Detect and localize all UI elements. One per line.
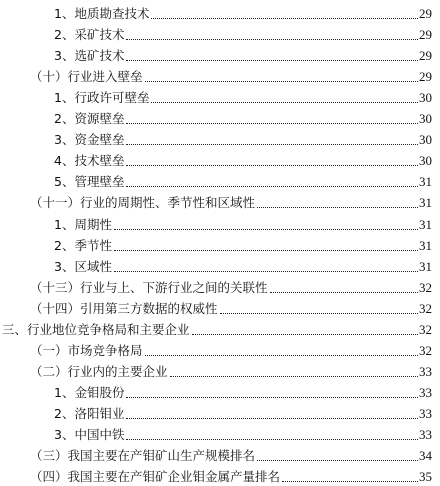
toc-page-number: 30	[419, 90, 432, 106]
toc-page-number: 29	[419, 27, 432, 43]
toc-page-number: 33	[419, 384, 432, 400]
toc-page-number: 32	[419, 300, 432, 316]
toc-entry-title: 5、管理壁垒	[54, 174, 125, 190]
dot-leader	[126, 186, 418, 187]
toc-page-number: 34	[419, 448, 432, 464]
dot-leader	[170, 376, 418, 377]
toc-entry-title: 3、选矿技术	[54, 48, 125, 64]
toc-entry-title: （四）我国主要在产钼矿企业钼金属产量排名	[30, 469, 281, 485]
dot-leader	[220, 313, 418, 314]
dot-leader	[126, 60, 418, 61]
dot-leader	[151, 18, 418, 19]
toc-page-number: 29	[419, 48, 432, 64]
dot-leader	[126, 39, 418, 40]
toc-entry[interactable]	[0, 22, 432, 44]
dot-leader	[126, 418, 418, 419]
dot-leader	[270, 292, 418, 293]
toc-entry[interactable]	[0, 43, 432, 65]
toc-entry-title: （十一）行业的周期性、季节性和区域性	[30, 195, 256, 211]
toc-entry-title: （十）行业进入壁垒	[30, 69, 143, 85]
toc-page-number: 31	[419, 237, 432, 253]
toc-entry[interactable]	[0, 148, 432, 170]
toc-entry-title: 2、资源壁垒	[54, 111, 125, 127]
toc-entry-title: 4、技术壁垒	[54, 153, 125, 169]
toc-entry[interactable]	[0, 443, 432, 465]
toc-entry-title: （十三）行业与上、下游行业之间的关联性	[30, 279, 268, 295]
toc-entry-title: 1、周期性	[54, 216, 112, 232]
toc-page-number: 35	[419, 469, 432, 485]
toc-entry-title: 3、中国中铁	[54, 427, 125, 442]
toc-entry[interactable]	[0, 64, 432, 86]
toc-page-number: 30	[419, 132, 432, 148]
toc-page-number: 31	[419, 258, 432, 274]
toc-entry[interactable]	[0, 296, 432, 318]
toc-entry-title: 三、行业地位竞争格局和主要企业	[2, 321, 190, 337]
dot-leader	[282, 481, 418, 482]
toc-entry[interactable]	[0, 233, 432, 255]
toc-entry[interactable]	[0, 169, 432, 191]
toc-entry[interactable]	[0, 212, 432, 234]
toc-page-number: 30	[419, 111, 432, 127]
dot-leader	[257, 207, 418, 208]
toc-entry-title: 3、区域性	[54, 258, 112, 274]
toc-entry-title: （一）市场竞争格局	[30, 342, 143, 358]
toc-page-number: 33	[419, 427, 432, 442]
toc-entry[interactable]	[0, 85, 432, 107]
toc-entry[interactable]	[0, 254, 432, 276]
dot-leader	[114, 271, 418, 272]
toc-entry[interactable]	[0, 422, 432, 444]
toc-entry[interactable]	[0, 464, 432, 486]
toc-page-number: 29	[419, 69, 432, 85]
toc-entry-title: 2、采矿技术	[54, 27, 125, 43]
toc-page-number: 33	[419, 363, 432, 379]
toc-page-number: 29	[419, 6, 432, 21]
toc-entry[interactable]	[0, 317, 432, 339]
dot-leader	[126, 397, 418, 398]
dot-leader	[192, 334, 418, 335]
toc-page-number: 32	[419, 342, 432, 358]
dot-leader	[145, 81, 418, 82]
toc-page-number: 32	[419, 321, 432, 337]
toc-entry[interactable]	[0, 1, 432, 23]
dot-leader	[151, 102, 418, 103]
dot-leader	[114, 250, 418, 251]
toc-entry[interactable]	[0, 106, 432, 128]
toc-page-number: 31	[419, 174, 432, 190]
toc-entry[interactable]	[0, 359, 432, 381]
toc-entry-title: （三）我国主要在产钼矿山生产规模排名	[30, 448, 256, 464]
toc-entry[interactable]	[0, 401, 432, 423]
toc-entry-title: （十四）引用第三方数据的权威性	[30, 300, 218, 316]
dot-leader	[145, 355, 418, 356]
dot-leader	[114, 229, 418, 230]
toc-page-number: 32	[419, 279, 432, 295]
toc-entry[interactable]	[0, 380, 432, 402]
toc-entry-title: 1、地质勘查技术	[54, 6, 150, 21]
toc-page-number: 30	[419, 153, 432, 169]
dot-leader	[257, 460, 418, 461]
toc-entry[interactable]	[0, 190, 432, 212]
toc-entry-title: （二）行业内的主要企业	[30, 363, 168, 379]
toc-entry[interactable]	[0, 338, 432, 360]
toc-entry[interactable]	[0, 127, 432, 149]
dot-leader	[126, 439, 418, 440]
toc-entry-title: 1、金钼股份	[54, 384, 125, 400]
toc-page-number: 31	[419, 216, 432, 232]
toc-entry-title: 1、行政许可壁垒	[54, 90, 150, 106]
toc-page-number: 31	[419, 195, 432, 211]
toc-entry[interactable]	[0, 275, 432, 297]
toc-entry-title: 2、季节性	[54, 237, 112, 253]
toc-page-number: 33	[419, 405, 432, 421]
toc-entry-title: 2、洛阳钼业	[54, 405, 125, 421]
dot-leader	[126, 144, 418, 145]
dot-leader	[126, 123, 418, 124]
toc-entry-title: 3、资金壁垒	[54, 132, 125, 148]
dot-leader	[126, 165, 418, 166]
